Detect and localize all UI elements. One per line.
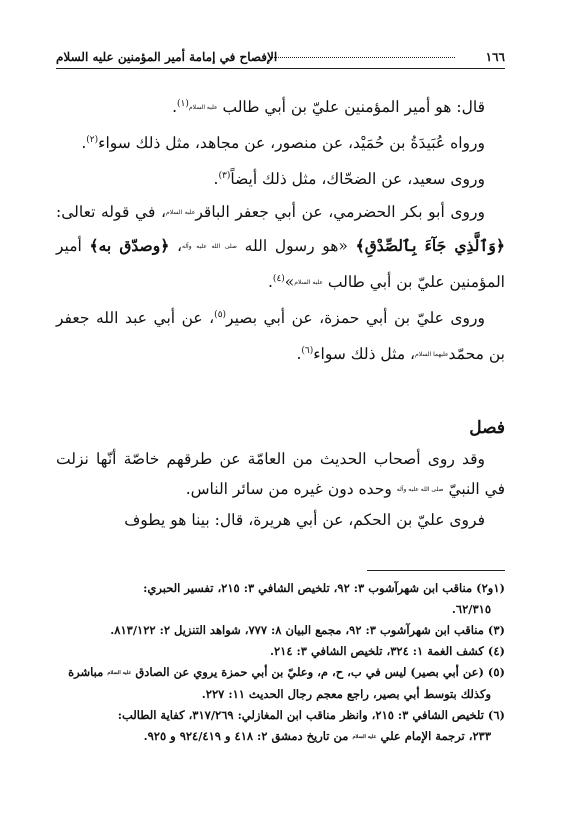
footnote-5-cont: وكذلك بتوسط أبي بصير، راجع معجم رجال الحديث ١١: ٢٢٧. [201,687,491,701]
header-leader-dots [271,57,455,58]
page-number: ١٦٦ [485,50,505,64]
quran-verse: ﴿وَٱلَّذِي جَآءَ بِٱلصِّدْقِ﴾ [355,236,505,255]
main-text [56,88,505,371]
quran-verse: ﴿وصدّق به﴾ [89,236,170,255]
section-heading: فصل [469,418,505,438]
footnote-ref: (٤) [272,274,285,284]
blessing-formula: عليه السلام [107,670,132,676]
running-header [56,48,505,69]
blessing-formula: عليه السلام [166,209,196,216]
blessing-formula: صلى الله عليه وآله [396,486,444,493]
footnote-4: (٤) كشف الغمة ١: ٣٢٤، تلخيص الشافي ٣: ٢١٤. [269,644,505,658]
blessing-formula: صلى الله عليه وآله [182,243,237,250]
blessing-formula: عليهما السلام [415,351,449,358]
paragraph-3: وروى سعيد، عن الضحّاك، مثل ذلك أيضاً$^{(٣)}$. [213,170,485,188]
footnote-1-2-cont: ٦٢/٣١٥. [451,602,491,616]
blessing-formula: عليه السلام [352,734,377,740]
footnote-1-2: (١و٢) مناقب ابن شهرآشوب ٣: ٩٢، تلخيص الشافي ٣: ٢١٥، تفسير الحبري: [143,581,505,595]
footnote-ref: (٢) [86,135,99,145]
section-paragraph-1: وقد روى أصحاب الحديث من العامّة عن طرقهم خاصّة أنّها نزلت في النبيّ صلى الله عليه وآله وحده دون غيره من سائر الناس. [56,450,505,498]
footnotes [56,578,505,748]
footnote-5: (٥) (عن أبي بصير) ليس في ب، ح، م، وعليّ بن أبي حمزة يروي عن الصادق عليه السلام مباشرة [68,665,505,679]
footnote-separator [367,570,505,571]
paragraph-1: قال: هو أمير المؤمنين عليّ بن أبي طالب عليه السلام$^{(١)}$. [172,98,485,116]
footnote-ref: (١) [177,99,189,109]
footnote-6-cont: ٢٣٣، ترجمة الإمام علي عليه السلام من تاريخ دمشق ٢: ٤١٨ و ٩٢٤/٤١٩ و ٩٢٥. [143,729,491,743]
paragraph-4: وروى أبو بكر الحضرمي، عن أبي جعفر الباقرعليه السلام، في قوله تعالى: ﴿وَٱلَّذِي جَآءَ بِٱلصِّدْقِ﴾ «هو رسول الله صلى الله عليه وآله، ﴿وصدّق به﴾ أمير المؤمنين عليّ بن أبي طالب عليه السلام»$^{(٤)}$. [56,203,505,291]
footnote-3: (٣) مناقب ابن شهرآشوب ٣: ٩٢، مجمع البيان ٨: ٧٧٧، شواهد التنزيل ٢: ٨١٣/١٢٢. [110,623,505,637]
blessing-formula: عليه السلام [188,104,218,111]
footnote-ref: (٣) [218,171,231,181]
footnote-ref: (٥) [214,310,227,320]
footnote-ref: (٦) [301,346,314,356]
footnote-6: (٦) تلخيص الشافي ٣: ٢١٥، وانظر مناقب ابن المغازلي: ٣١٧/٢٦٩، كفاية الطالب: [117,708,505,722]
blessing-formula: عليه السلام [294,279,323,286]
running-title: الإفصاح في إمامة أمير المؤمنين عليه السلام [56,50,278,64]
section-paragraph-2: فروى عليّ بن الحكم، عن أبي هريرة، قال: بينا هو يطوف [124,511,485,529]
paragraph-2: ورواه عُبَيدَةُ بن حُمَيْد، عن منصور، عن مجاهد، مثل ذلك سواء$^{(٢)}$. [81,134,485,152]
section-text [56,444,505,535]
paragraph-5: وروى عليّ بن أبي حمزة، عن أبي بصير$^{(٥)}$، عن أبي عبد الله جعفر بن محمّدعليهما السلام، مثل ذلك سواء$^{(٦)}$. [56,309,505,363]
